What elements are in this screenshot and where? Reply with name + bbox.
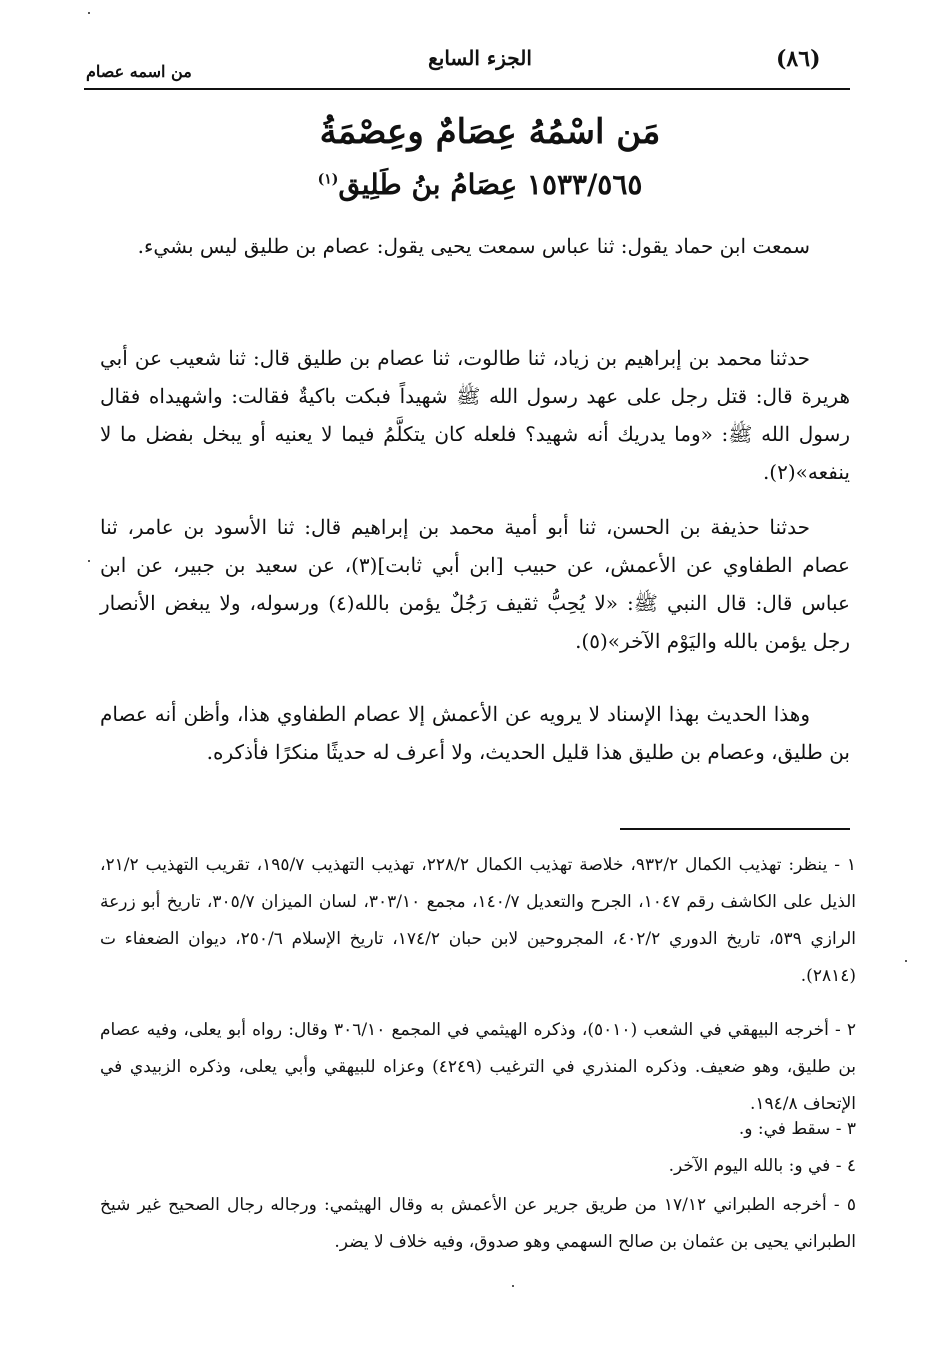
paragraph xyxy=(100,508,850,660)
chapter-title: مَن اسْمُهُ عِصَامٌ وعِصْمَةُ xyxy=(319,112,661,152)
paragraph-text: حدثنا حذيفة بن الحسن، ثنا أبو أمية محمد بن إبراهيم قال: ثنا الأسود بن عامر، ثنا عصام الطفاوي عن الأعمش، عن حبيب [ابن أبي ثابت](٣)، عن سعيد بن جبير، عن ابن عباس قال: قال النبي ﷺ: «لا يُحِبُّ ثقيف رَجُلٌ يؤمن بالله(٤) ورسوله، ولا يبغض الأنصار رجل يؤمن بالله واليَوْم الآخر»(٥). xyxy=(100,515,850,653)
footnote: ٣ - سقط في: و. xyxy=(738,1119,856,1139)
scan-speck xyxy=(905,960,907,962)
paragraph xyxy=(100,339,850,491)
header-rule xyxy=(84,88,850,90)
footnote: ١ - ينظر: تهذيب الكمال ٩٣٢/٢، خلاصة تهذيب الكمال ٢٢٨/٢، تهذيب التهذيب ١٩٥/٧، تقريب التهذيب ٢١/٢، الذيل على الكاشف رقم ١٠٤٧، الجرح والتعديل ١٤٠/٧، مجمع ٣٠٣/١٠، لسان الميزان ٣٠٥/٧، تاريخ أبو زرعة الرازي ٥٣٩، تاريخ الدوري ٤٠٢/٢، المجروحين لابن حبان ١٧٤/٢، تاريخ الإسلام ٢٥٠/٦، ديوان الضعفاء ت (٢٨١٤). xyxy=(100,855,857,986)
scan-speck xyxy=(88,12,90,14)
scan-speck xyxy=(512,1285,514,1287)
running-section-title: من اسمه عصام xyxy=(86,62,192,81)
scan-speck xyxy=(88,560,90,562)
paragraph xyxy=(100,227,850,265)
paragraph-text: سمعت ابن حماد يقول: ثنا عباس سمعت يحيى يقول: عصام بن طليق ليس بشيء. xyxy=(137,234,810,258)
footnote-rule xyxy=(620,828,850,830)
entry-heading-text: ١٥٣٣/٥٦٥ عِصَامُ بنُ طَلِيق xyxy=(338,168,643,201)
entry-heading xyxy=(260,168,700,201)
entry-note-ref: (١) xyxy=(317,171,339,188)
footnote: ٤ - في و: بالله اليوم الآخر. xyxy=(668,1156,856,1176)
footnote: ٥ - أخرجه الطبراني ١٧/١٢ من طريق جرير عن الأعمش به وقال الهيثمي: ورجاله رجال الصحيح غير شيخ الطبراني يحيى بن عثمان بن صالح السهمي وهو صدوق، وفيه خلاف لا يضر. xyxy=(100,1195,856,1252)
volume-label: الجزء السابع xyxy=(428,46,532,70)
footnote: ٢ - أخرجه البيهقي في الشعب (٥٠١٠)، وذكره الهيثمي في المجمع ٣٠٦/١٠ وقال: رواه أبو يعلى، وفيه عصام بن طليق، وهو ضعيف. وذكره المنذري في الترغيب (٤٢٤٩) وعزاه للبيهقي وأبي يعلى، وذكره الزبيدي في الإتحاف ١٩٤/٨. xyxy=(100,1020,857,1114)
page-number: (٨٦) xyxy=(776,46,821,72)
paragraph-text: وهذا الحديث بهذا الإسناد لا يرويه عن الأعمش إلا عصام الطفاوي هذا، وأظن أنه عصام بن طليق، وعصام بن طليق هذا قليل الحديث، ولا أعرف له حديثًا منكرًا فأذكره. xyxy=(100,702,850,764)
paragraph-text: حدثنا محمد بن إبراهيم بن زياد، ثنا طالوت، ثنا عصام بن طليق قال: ثنا شعيب عن أبي هريرة قال: قتل رجل على عهد رسول الله ﷺ شهيداً فبكت باكيةٌ فقالت: واشهيداه فقال رسول الله ﷺ: «وما يدريك أنه شهيد؟ فلعله كان يتكلَّمُ فيما لا يعنيه أو يبخل بفضل ما لا ينفعه»(٢). xyxy=(100,346,850,484)
paragraph xyxy=(100,695,850,771)
